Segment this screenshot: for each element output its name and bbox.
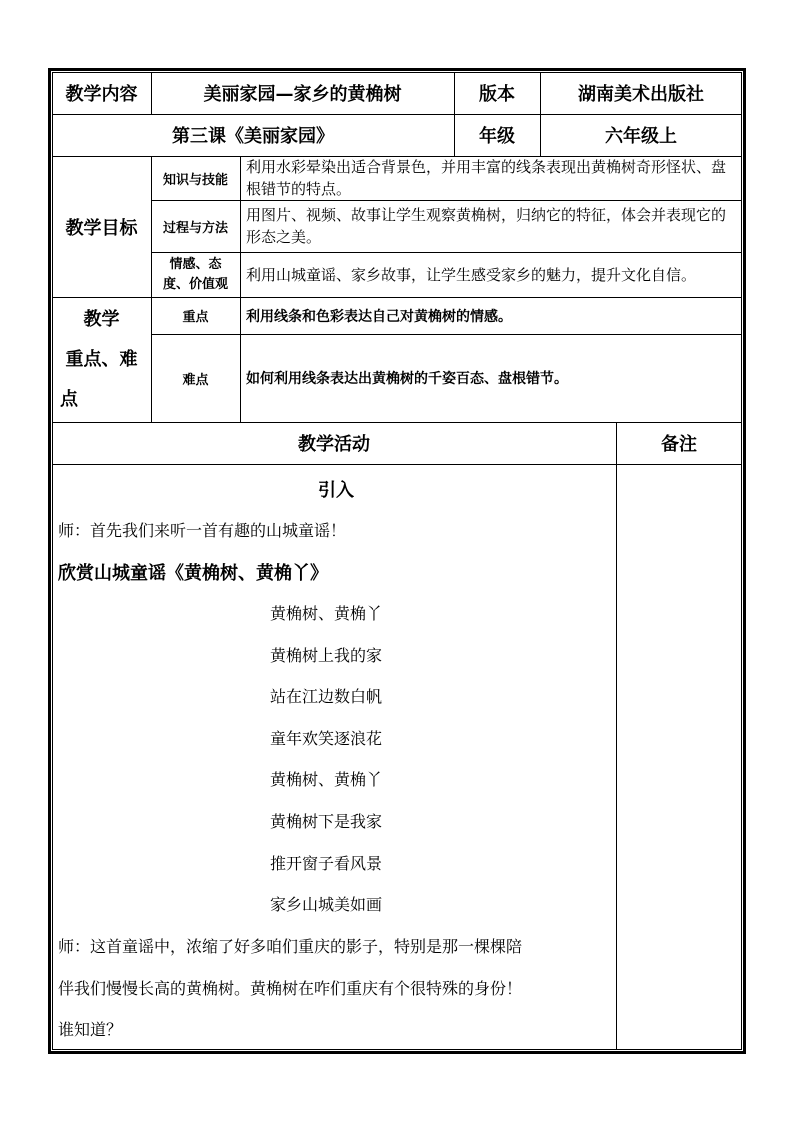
lesson-title: 第三课《美丽家园》 [172,126,334,147]
grade-value: 六年级上 [605,126,677,147]
keypoints-label-line: 点 [60,388,78,410]
difficult-point-text: 如何利用线条表达出黄桷树的千姿百态、盘根错节。 [246,371,568,387]
edition-value: 湖南美术出版社 [578,84,704,105]
keypoints-label [52,297,151,422]
goal-category [151,252,240,297]
label-content: 教学内容 [65,84,138,105]
goal-text: 用图片、视频、故事让学生观察黄桷树，归纳它的特征，体会并表现它的形态之美。 [246,206,727,246]
keypoints-label-line: 教学 [83,308,120,330]
poem-line: 黄桷树、黄桷丫 [270,770,383,789]
poem-line: 站在江边数白帆 [270,687,383,706]
poem-line: 推开窗子看风景 [270,854,383,873]
label-grade: 年级 [479,126,515,147]
closing-line: 师：这首童谣中，浓缩了好多咱们重庆的影子，特别是那一棵棵陪 [58,937,523,956]
goal-category-line: 情感、态 [169,256,222,272]
key-point-label: 重点 [182,310,209,325]
lesson-content: 美丽家园—家乡的黄桷树 [203,84,402,105]
col-divider [240,156,241,422]
poem-line: 黄桷树下是我家 [270,812,383,831]
poem-line: 家乡山城美如画 [270,895,383,914]
goal-text: 利用水彩晕染出适合背景色，并用丰富的线条表现出黄桷树奇形怪状、盘根错节的特点。 [246,158,727,198]
key-point-text: 利用线条和色彩表达自己对黄桷树的情感。 [246,308,512,325]
goal-category: 知识与技能 [162,172,228,188]
poem-line: 黄桷树、黄桷丫 [270,604,383,623]
row-divider [52,464,742,465]
goals-label: 教学目标 [65,217,138,239]
closing-line: 谁知道？ [58,1020,123,1039]
notes-header: 备注 [661,434,697,455]
poem-line: 童年欢笑逐浪花 [270,729,383,748]
teacher-intro: 师：首先我们来听一首有趣的山城童谣！ [58,521,347,540]
goal-category: 过程与方法 [162,220,228,236]
poem-line: 黄桷树上我的家 [270,646,383,665]
section-title: 引入 [318,480,354,501]
keypoints-label-line: 重点、难 [65,348,138,370]
closing-line: 伴我们慢慢长高的黄桷树。黄桷树在咋们重庆有个很特殊的身份！ [58,979,523,998]
col-divider [616,422,617,1050]
appreciate-line: 欣赏山城童谣《黄桷树、黄桷丫》 [58,563,328,584]
label-edition: 版本 [479,84,515,105]
goal-text: 利用山城童谣、家乡故事，让学生感受家乡的魅力，提升文化自信。 [246,265,697,284]
activity-header: 教学活动 [298,434,370,455]
goal-category-line: 度、价值观 [162,276,228,292]
difficult-point-label: 难点 [182,372,209,388]
